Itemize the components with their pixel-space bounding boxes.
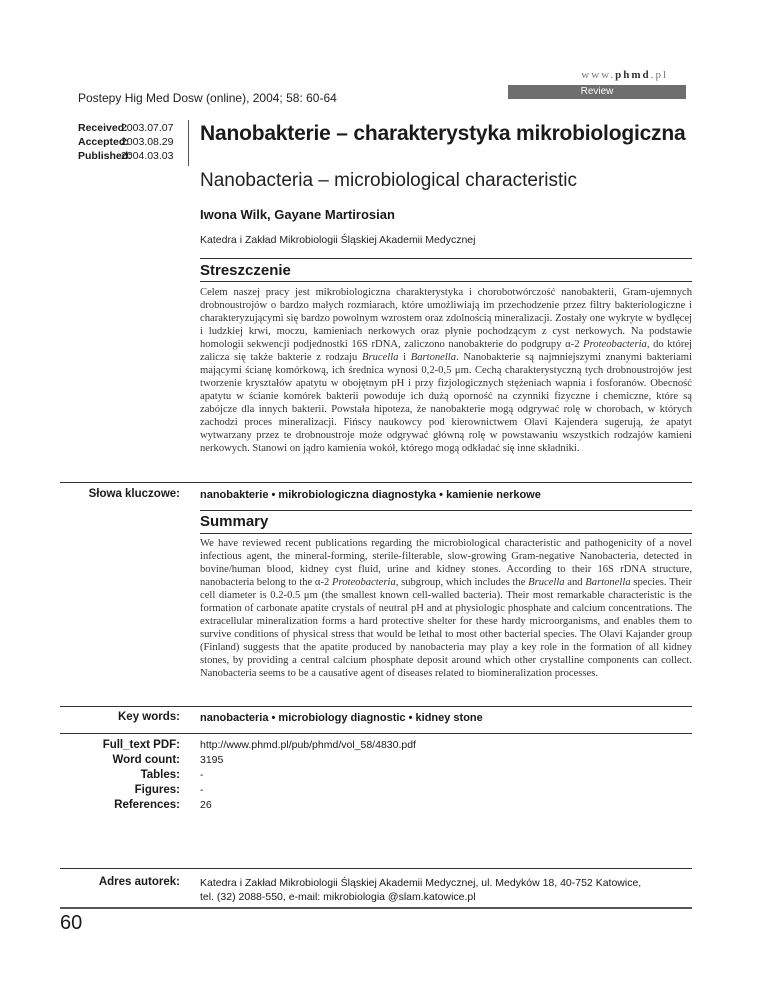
full-text-link[interactable]: http://www.phmd.pl/pub/phmd/vol_58/4830.pdf (200, 739, 416, 751)
divider (200, 281, 692, 282)
footer-rule (60, 907, 692, 909)
slowa-kluczowe-label: Słowa kluczowe: (88, 488, 180, 500)
site-url-bold: phmd (615, 69, 651, 81)
affiliation: Katedra i Zakład Mikrobiologii Śląskiej Akademii Medycznej (200, 234, 476, 246)
divider (60, 733, 692, 734)
word-count-value: 3195 (200, 754, 224, 766)
title-polish: Nanobakterie – charakterystyka mikrobiologiczna (200, 122, 686, 145)
references-value: 26 (200, 799, 212, 811)
review-badge: Review (508, 85, 686, 99)
address-line1: Katedra i Zakład Mikrobiologii Śląskiej Akademii Medycznej, ul. Medyków 18, 40-752 Katowice, (200, 877, 642, 889)
keywords-label: Key words: (118, 711, 180, 723)
meta-labels (60, 738, 180, 813)
date-accepted: Accepted: 2003.08.29 (78, 136, 174, 148)
streszczenie-heading: Streszczenie (200, 262, 291, 279)
address-label: Adres autorek: (98, 876, 180, 888)
summary-text: We have reviewed recent publications regarding the microbiological characteristic and pathogenicity of a novel infectious agent, the mineral-forming, sterile-filterable, slow-growing Gram-negative Nanobacteria, detected in bovine/human blood, kidney cyst fluid, urine and kidney stones. According to their 16S rDNA structure, nanobacteria belong to the α-2 Proteobacteria, subgroup, which includes the Brucella and Bartonella species. Their cell diameter is 0.2-0.5 μm (the smallest known cell-walled bacteria). Their most remarkable characteristic is the formation of carbonate apatite crystals of neutral pH and at physiologic phosphate and calcium concentrations. The extracellular mineralization forms a hard protective shelter for these hardy microorganisms, and enables them to survive conditions of physical stress that would be lethal to most other bacterial species. The Olavi Kajander group (Finland) suggests that the apatite produced by nanobacteria may play a key role in the formation of all kidney stones, by providing a central calcium phosphate deposit around which other crystalline components can collect. Nanobacteria seems to be a causative agent of diseases related to biomineralization processes. (200, 538, 693, 679)
slowa-kluczowe-value: nanobakterie • mikrobiologiczna diagnostyka • kamienie nerkowe (200, 489, 541, 501)
journal-citation: Postepy Hig Med Dosw (online), 2004; 58: 60-64 (78, 91, 337, 105)
references-label: References: (114, 799, 180, 811)
date-published: Published: 2004.03.03 (78, 150, 174, 162)
site-url[interactable] (510, 69, 668, 81)
summary-heading: Summary (200, 513, 269, 530)
figures-value: - (200, 784, 204, 796)
divider (60, 868, 692, 869)
date-received: Received: 2003.07.07 (78, 122, 174, 134)
figures-label: Figures: (134, 784, 180, 796)
vertical-divider (188, 120, 189, 166)
authors: Iwona Wilk, Gayane Martirosian (200, 207, 395, 222)
divider (200, 258, 692, 259)
divider (60, 482, 692, 483)
address-line2: tel. (32) 2088-550, e-mail: mikrobiologia @slam.katowice.pl (200, 891, 476, 903)
word-count-label: Word count: (112, 754, 180, 766)
title-english: Nanobacteria – microbiological characteristic (200, 170, 578, 191)
address-text (200, 876, 680, 904)
full-text-label: Full_text PDF: (102, 739, 180, 751)
divider (200, 510, 692, 511)
divider (60, 706, 692, 707)
page-number: 60 (60, 912, 83, 934)
site-url-prefix: www. (581, 69, 616, 81)
site-url-suffix: .pl (650, 69, 668, 81)
dates-block (78, 121, 173, 163)
keywords-value: nanobacteria • microbiology diagnostic • kidney stone (200, 712, 483, 724)
tables-label: Tables: (140, 769, 180, 781)
streszczenie-text: Celem naszej pracy jest mikrobiologiczna charakterystyka i chorobotwórczość nanobakterii, Gram-ujemnych drobnoustrojów o bardzo małych rozmiarach, które umożliwiają im przechodzenie przez filtry bakteriologiczne i charakteryzującymi się bardzo powolnym wzrostem oraz zdolnością mineralizacji. Zostały one wykryte w bydlęcej i ludzkiej krwi, moczu, kamieniach nerkowych oraz płynie pochodzącym z cyst nerkowych. Na podstawie homologii sekwencji podjednostki 16S rDNA, zaliczono nanobakterie do podgrupy α-2 Proteobacteria, do której zalicza się także bakterie z rodzaju Brucella i Bartonella. Nanobakterie są najmniejszymi znanymi bakteriami mającymi ścianę komórkową, ich średnica wynosi 0,2-0,5 μm. Cechą charakterystyczną tych drobnoustrojów jest tworzenie kryształów apatytu w obojętnym pH i przy fizjologicznych stężeniach wapnia i fosforanów. Obecność apatytu w ścianie komórek bakterii powoduje ich dużą oporność na czynniki fizyczne i chemiczne, które są zabójcze dla innych bakterii. Powstała hipoteza, że nanobakterie mogą odgrywać rolę w chorobach, w których zachodzi proces mineralizacji. Fińscy naukowcy pod kierownictwem Olavi Kajendera sugerują, że apatyt wytwarzany przez te drobnoustroje może odgrywać główną rolę w powstawaniu wszystkich rodzajów kamieni nerkowych. Stanowi on jądro kamienia wokół, którego mogą odkładać się inne składniki. (200, 287, 692, 454)
tables-value: - (200, 769, 204, 781)
divider (200, 533, 692, 534)
meta-values (200, 738, 416, 813)
